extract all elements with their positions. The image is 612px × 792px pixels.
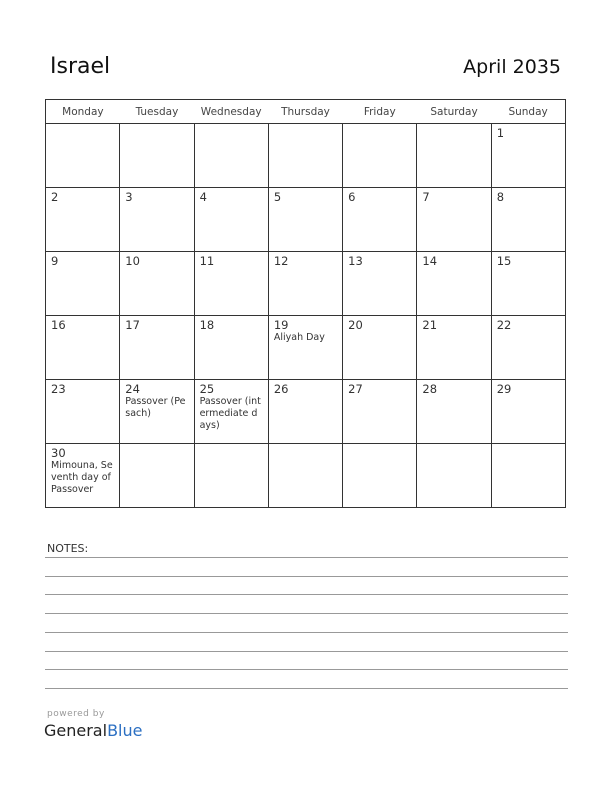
- note-line: [45, 632, 568, 633]
- day-cell: [194, 124, 268, 188]
- day-number: 26: [273, 382, 289, 396]
- day-cell: [417, 252, 491, 316]
- brand-part-blue: Blue: [107, 721, 143, 740]
- note-line: [45, 576, 568, 577]
- day-number: 5: [273, 190, 282, 204]
- holiday-label: Passover (intermediate days): [199, 396, 261, 431]
- note-line: [45, 594, 568, 595]
- week-row: [46, 124, 566, 188]
- day-cell: [417, 316, 491, 380]
- note-line: [45, 688, 568, 689]
- weekday-label: Thursday: [268, 100, 342, 124]
- day-cell: [268, 188, 342, 252]
- day-number: 17: [125, 318, 140, 332]
- day-cell: [120, 252, 194, 316]
- day-number: 15: [496, 254, 512, 268]
- day-cell: [120, 380, 194, 444]
- weekday-label: Sunday: [491, 100, 565, 124]
- day-cell: [268, 124, 342, 188]
- day-number: 3: [125, 190, 133, 204]
- day-number: 16: [51, 318, 66, 332]
- day-cell: [343, 252, 417, 316]
- day-cell: [343, 316, 417, 380]
- day-number: 19: [273, 318, 289, 332]
- day-cell: [194, 188, 268, 252]
- day-cell: [491, 380, 565, 444]
- weekday-label: Friday: [343, 100, 417, 124]
- note-line: [45, 613, 568, 614]
- day-number: 30: [51, 446, 66, 460]
- day-cell: [417, 444, 491, 508]
- holiday-label: Mimouna, Seventh day of Passover: [51, 460, 113, 495]
- day-cell: [417, 380, 491, 444]
- day-number: 2: [51, 190, 59, 204]
- month-title: April 2035: [463, 56, 561, 78]
- day-number: 22: [496, 318, 512, 332]
- day-cell: [46, 380, 120, 444]
- day-cell: [491, 444, 565, 508]
- day-cell: [46, 444, 120, 508]
- weekday-header-row: [46, 100, 566, 124]
- day-cell: [46, 316, 120, 380]
- day-cell: [268, 316, 342, 380]
- day-number: 20: [348, 318, 363, 332]
- day-cell: [343, 188, 417, 252]
- day-cell: [343, 124, 417, 188]
- day-cell: [491, 124, 565, 188]
- day-number: 29: [496, 382, 512, 396]
- day-number: 13: [348, 254, 363, 268]
- holiday-label: Passover (Pesach): [125, 396, 186, 419]
- day-cell: [343, 444, 417, 508]
- day-cell: [194, 316, 268, 380]
- day-number: 21: [422, 318, 438, 332]
- day-number: 7: [422, 190, 430, 204]
- day-cell: [46, 124, 120, 188]
- day-number: 6: [348, 190, 356, 204]
- day-cell: [417, 188, 491, 252]
- day-number: 28: [422, 382, 438, 396]
- day-cell: [46, 188, 120, 252]
- day-number: 25: [199, 382, 215, 396]
- weekday-label: Saturday: [417, 100, 491, 124]
- day-cell: [491, 316, 565, 380]
- day-cell: [120, 444, 194, 508]
- day-cell: [120, 124, 194, 188]
- country-title: Israel: [50, 54, 111, 79]
- day-number: 1: [496, 126, 505, 140]
- day-number: 27: [348, 382, 363, 396]
- weekday-label: Wednesday: [194, 100, 268, 124]
- week-row: [46, 188, 566, 252]
- day-cell: [417, 124, 491, 188]
- week-row: [46, 252, 566, 316]
- day-cell: [343, 380, 417, 444]
- day-cell: [120, 188, 194, 252]
- day-cell: [491, 252, 565, 316]
- day-number: 8: [496, 190, 505, 204]
- brand-part-general: General: [44, 721, 108, 740]
- day-cell: [120, 316, 194, 380]
- day-number: 24: [125, 382, 140, 396]
- day-number: 10: [125, 254, 140, 268]
- day-number: 14: [422, 254, 438, 268]
- note-line: [45, 557, 568, 558]
- note-line: [45, 669, 568, 670]
- day-number: 18: [199, 318, 215, 332]
- weekday-label: Monday: [46, 100, 120, 124]
- week-row: [46, 444, 566, 508]
- day-number: 4: [199, 190, 207, 204]
- generalblue-logo[interactable]: [44, 721, 142, 740]
- day-cell: [268, 444, 342, 508]
- week-row: [46, 380, 566, 444]
- day-number: 12: [273, 254, 289, 268]
- day-number: 9: [51, 254, 59, 268]
- day-cell: [46, 252, 120, 316]
- holiday-label: Aliyah Day: [273, 332, 325, 343]
- day-cell: [491, 188, 565, 252]
- notes-label: NOTES:: [47, 542, 89, 555]
- day-number: 11: [199, 254, 215, 268]
- day-cell: [194, 444, 268, 508]
- day-cell: [194, 380, 268, 444]
- weekday-label: Tuesday: [120, 100, 194, 124]
- note-line: [45, 651, 568, 652]
- day-cell: [268, 252, 342, 316]
- day-number: 23: [51, 382, 66, 396]
- week-row: [46, 316, 566, 380]
- day-cell: [268, 380, 342, 444]
- calendar-grid: [45, 99, 566, 508]
- powered-by-text: powered by: [47, 709, 105, 719]
- day-cell: [194, 252, 268, 316]
